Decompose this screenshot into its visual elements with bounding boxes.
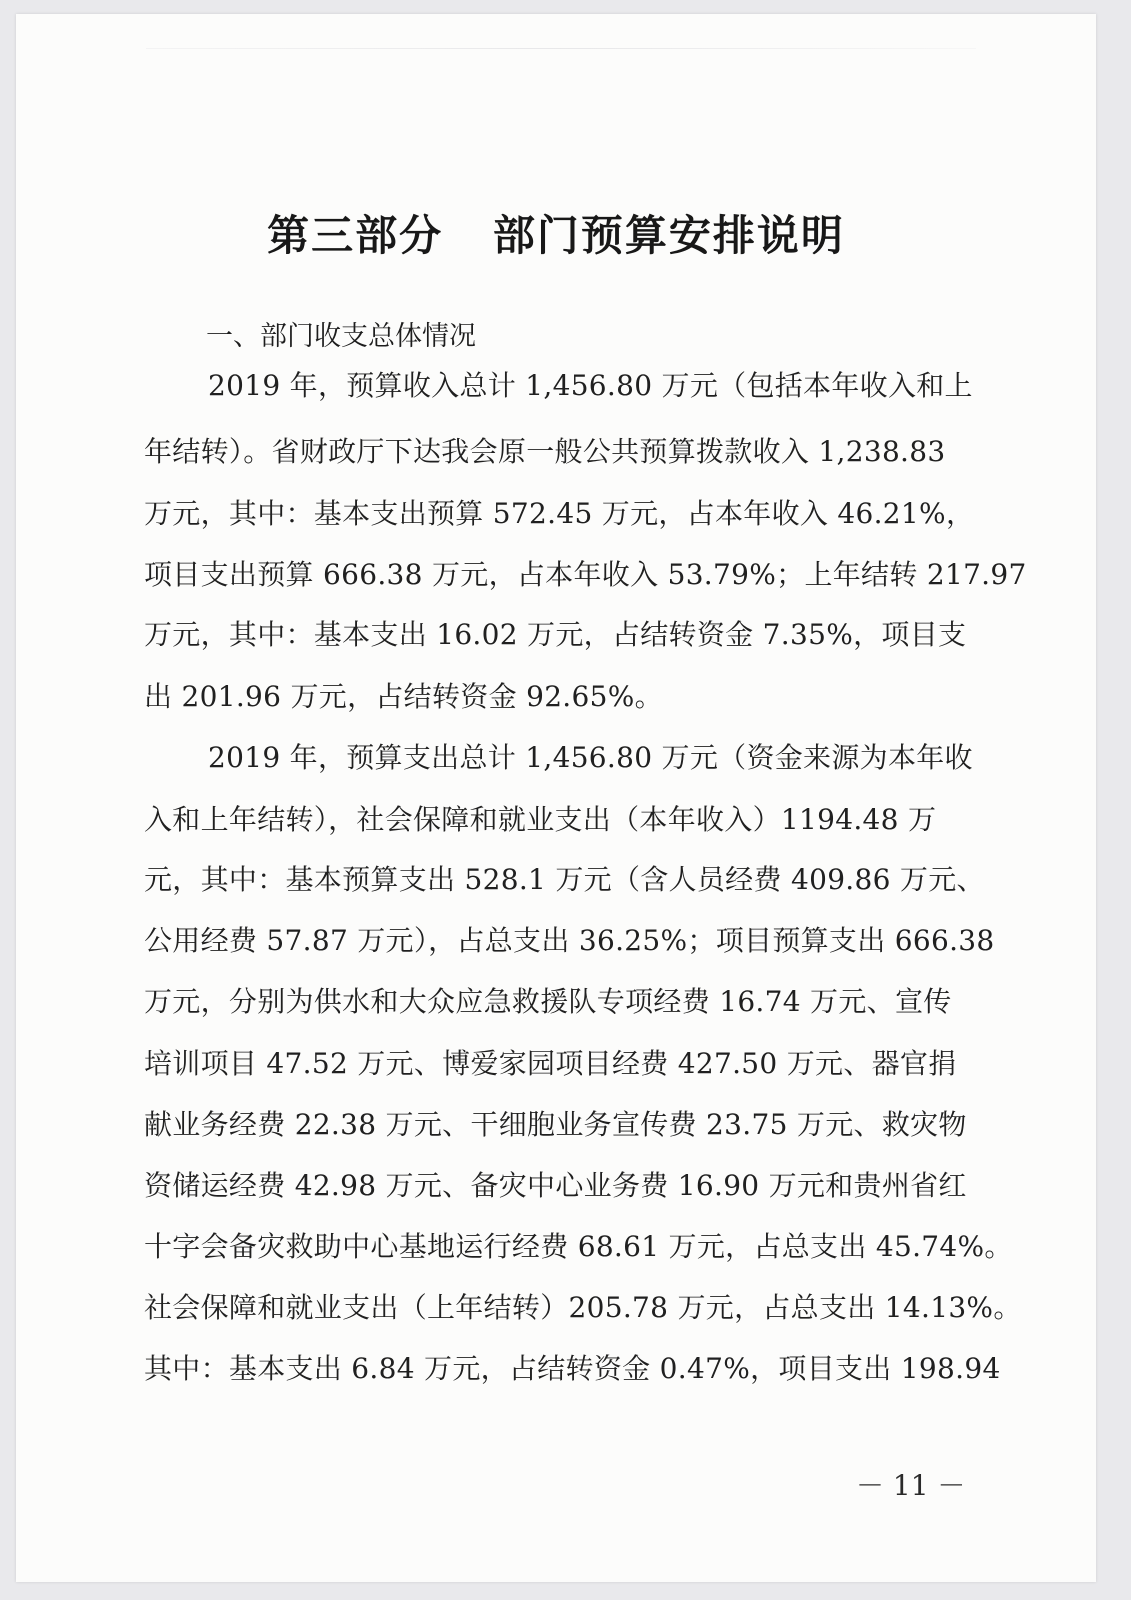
section-heading: 一、部门收支总体情况: [206, 321, 476, 352]
paragraph-line: 项目支出预算 666.38 万元，占本年收入 53.79%；上年结转 217.97: [144, 558, 1027, 591]
paragraph-line: 培训项目 47.52 万元、博爱家园项目经费 427.50 万元、器官捐: [144, 1047, 957, 1080]
paragraph-line: 万元，其中：基本支出预算 572.45 万元，占本年收入 46.21%，: [144, 497, 975, 530]
document-page: [16, 14, 1096, 1582]
page-title: 第三部分 部门预算安排说明: [267, 211, 845, 260]
paragraph-line: 2019 年，预算收入总计 1,456.80 万元（包括本年收入和上: [208, 369, 973, 402]
scan-artifact-line: [146, 48, 976, 49]
paragraph-line: 献业务经费 22.38 万元、干细胞业务宣传费 23.75 万元、救灾物: [144, 1108, 967, 1141]
page-number: － 11 －: [856, 1469, 966, 1502]
paragraph-line: 社会保障和就业支出（上年结转）205.78 万元，占总支出 14.13%。: [144, 1291, 1022, 1324]
paragraph-line: 入和上年结转），社会保障和就业支出（本年收入）1194.48 万: [144, 803, 937, 836]
paragraph-line: 出 201.96 万元，占结转资金 92.65%。: [144, 680, 663, 713]
paragraph-line: 十字会备灾救助中心基地运行经费 68.61 万元，占总支出 45.74%。: [144, 1230, 1013, 1263]
paragraph-line: 其中：基本支出 6.84 万元，占结转资金 0.47%，项目支出 198.94: [144, 1352, 1001, 1385]
paragraph-line: 2019 年，预算支出总计 1,456.80 万元（资金来源为本年收: [208, 741, 973, 774]
paragraph-line: 资储运经费 42.98 万元、备灾中心业务费 16.90 万元和贵州省红: [144, 1169, 967, 1202]
paragraph-line: 元，其中：基本预算支出 528.1 万元（含人员经费 409.86 万元、: [144, 863, 985, 896]
paragraph-line: 公用经费 57.87 万元），占总支出 36.25%；项目预算支出 666.38: [144, 924, 995, 957]
paragraph-line: 年结转）。省财政厅下达我会原一般公共预算拨款收入 1,238.83: [144, 435, 946, 468]
paragraph-line: 万元，其中：基本支出 16.02 万元，占结转资金 7.35%，项目支: [144, 618, 967, 651]
paragraph-line: 万元，分别为供水和大众应急救援队专项经费 16.74 万元、宣传: [144, 985, 952, 1018]
